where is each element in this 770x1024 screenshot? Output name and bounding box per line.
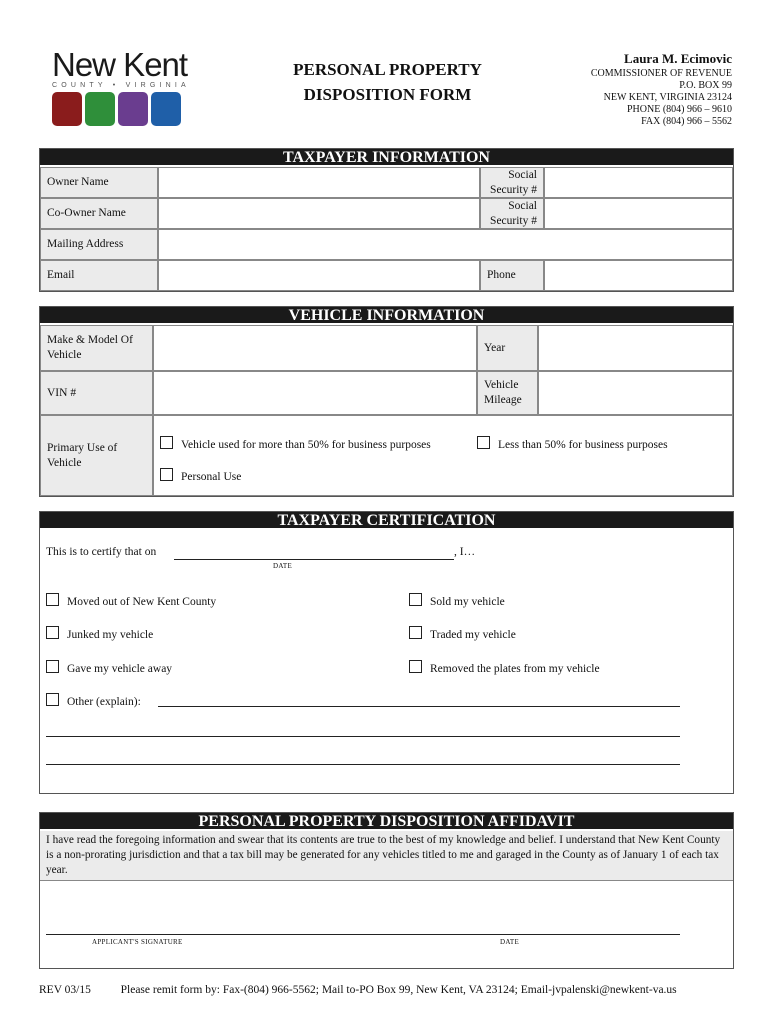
affidavit-section [39, 812, 734, 969]
signature-date-caption: DATE [500, 938, 520, 946]
horse-tile-icon [52, 92, 82, 126]
certify-date-caption: DATE [273, 562, 293, 570]
ssn-label-1: Social Security # [480, 167, 544, 198]
ssn-field-2[interactable] [544, 198, 733, 229]
mailing-address-label: Mailing Address [40, 229, 158, 260]
other-explain-line-1[interactable] [158, 706, 680, 707]
sold-label: Sold my vehicle [430, 596, 505, 608]
year-field[interactable] [538, 325, 733, 371]
plates-option[interactable] [409, 660, 600, 675]
plates-checkbox[interactable] [409, 660, 422, 673]
water-tile-icon [151, 92, 181, 126]
make-model-label: Make & Model Of Vehicle [40, 325, 153, 371]
commissioner-address: NEW KENT, VIRGINIA 23124 [603, 92, 732, 103]
business-use-checkbox[interactable] [160, 436, 173, 449]
certify-end-text: , I… [454, 546, 476, 558]
certify-date-line[interactable] [174, 559, 454, 560]
vehicle-information-section [39, 306, 734, 497]
other-option[interactable] [46, 693, 141, 708]
sold-checkbox[interactable] [409, 593, 422, 606]
certify-text: This is to certify that on [46, 546, 157, 558]
business-use-option[interactable] [160, 436, 431, 453]
vin-label: VIN # [40, 371, 153, 415]
moved-label: Moved out of New Kent County [67, 596, 217, 608]
personal-use-label: Personal Use [181, 471, 242, 483]
other-explain-line-2[interactable] [46, 736, 680, 737]
commissioner-block [591, 50, 732, 128]
primary-use-label: Primary Use of Vehicle [40, 415, 153, 496]
sold-option[interactable] [409, 593, 505, 608]
signature-line[interactable] [46, 934, 680, 935]
mailing-address-field[interactable] [158, 229, 733, 260]
gave-label: Gave my vehicle away [67, 663, 173, 675]
make-model-field[interactable] [153, 325, 477, 371]
revision-label: REV 03/15 [39, 984, 91, 996]
gave-checkbox[interactable] [46, 660, 59, 673]
leaf-tile-icon [85, 92, 115, 126]
form-title [270, 57, 505, 107]
personal-use-option[interactable] [160, 468, 241, 485]
year-label: Year [477, 325, 538, 371]
traded-label: Traded my vehicle [430, 629, 516, 641]
commissioner-fax: FAX (804) 966 – 5562 [641, 116, 732, 127]
other-explain-line-3[interactable] [46, 764, 680, 765]
vehicle-information-heading: VEHICLE INFORMATION [40, 307, 733, 323]
junked-label: Junked my vehicle [67, 629, 154, 641]
form-title-line-2: DISPOSITION FORM [303, 85, 472, 104]
owner-name-field[interactable] [158, 167, 480, 198]
logo-tiles [52, 92, 217, 126]
footer [39, 984, 739, 996]
logo-subtitle: COUNTY • VIRGINIA [52, 82, 190, 89]
co-owner-name-field[interactable] [158, 198, 480, 229]
signature-caption: APPLICANT'S SIGNATURE [92, 938, 183, 946]
logo-name: New Kent [52, 46, 188, 83]
county-logo [52, 46, 217, 130]
other-checkbox[interactable] [46, 693, 59, 706]
phone-label: Phone [480, 260, 544, 291]
personal-use-checkbox[interactable] [160, 468, 173, 481]
mileage-label: Vehicle Mileage [477, 371, 538, 415]
email-label: Email [40, 260, 158, 291]
taxpayer-information-heading: TAXPAYER INFORMATION [40, 149, 733, 165]
vin-field[interactable] [153, 371, 477, 415]
other-label: Other (explain): [67, 696, 141, 708]
less-business-label: Less than 50% for business purposes [498, 439, 668, 451]
business-use-label: Vehicle used for more than 50% for business purposes [181, 439, 431, 451]
ssn-field-1[interactable] [544, 167, 733, 198]
moved-checkbox[interactable] [46, 593, 59, 606]
primary-use-options [153, 415, 733, 496]
junked-checkbox[interactable] [46, 626, 59, 639]
commissioner-name: Laura M. Ecimovic [624, 51, 732, 66]
affidavit-heading: PERSONAL PROPERTY DISPOSITION AFFIDAVIT [40, 813, 733, 829]
mileage-field[interactable] [538, 371, 733, 415]
less-business-option[interactable] [477, 436, 668, 453]
commissioner-po-box: P.O. BOX 99 [679, 80, 732, 91]
traded-option[interactable] [409, 626, 516, 641]
co-owner-name-label: Co-Owner Name [40, 198, 158, 229]
moved-option[interactable] [46, 593, 216, 608]
commissioner-title: COMMISSIONER OF REVENUE [590, 68, 732, 79]
taxpayer-certification-heading: TAXPAYER CERTIFICATION [40, 512, 733, 528]
taxpayer-certification-section [39, 511, 734, 794]
traded-checkbox[interactable] [409, 626, 422, 639]
taxpayer-information-section [39, 148, 734, 292]
grape-tile-icon [118, 92, 148, 126]
gave-option[interactable] [46, 660, 172, 675]
less-business-checkbox[interactable] [477, 436, 490, 449]
form-title-line-1: PERSONAL PROPERTY [293, 60, 482, 79]
remit-instructions: Please remit form by: Fax-(804) 966-5562; Mail to-PO Box 99, New Kent, VA 23124; Email-jvpalenski@newkent-va.us [120, 984, 677, 996]
certify-statement [46, 546, 156, 558]
junked-option[interactable] [46, 626, 153, 641]
phone-field[interactable] [544, 260, 733, 291]
commissioner-phone: PHONE (804) 966 – 9610 [627, 104, 732, 115]
ssn-label-2: Social Security # [480, 198, 544, 229]
email-field[interactable] [158, 260, 480, 291]
owner-name-label: Owner Name [40, 167, 158, 198]
affidavit-text: I have read the foregoing information and swear that its contents are true to the best of my knowledge and belief. I understand that New Kent County is a non-prorating jurisdiction and that a tax bill may be generated for any vehicles titled to me and garaged in the County as of January 1 of each tax year. [40, 831, 733, 881]
plates-label: Removed the plates from my vehicle [430, 663, 600, 675]
